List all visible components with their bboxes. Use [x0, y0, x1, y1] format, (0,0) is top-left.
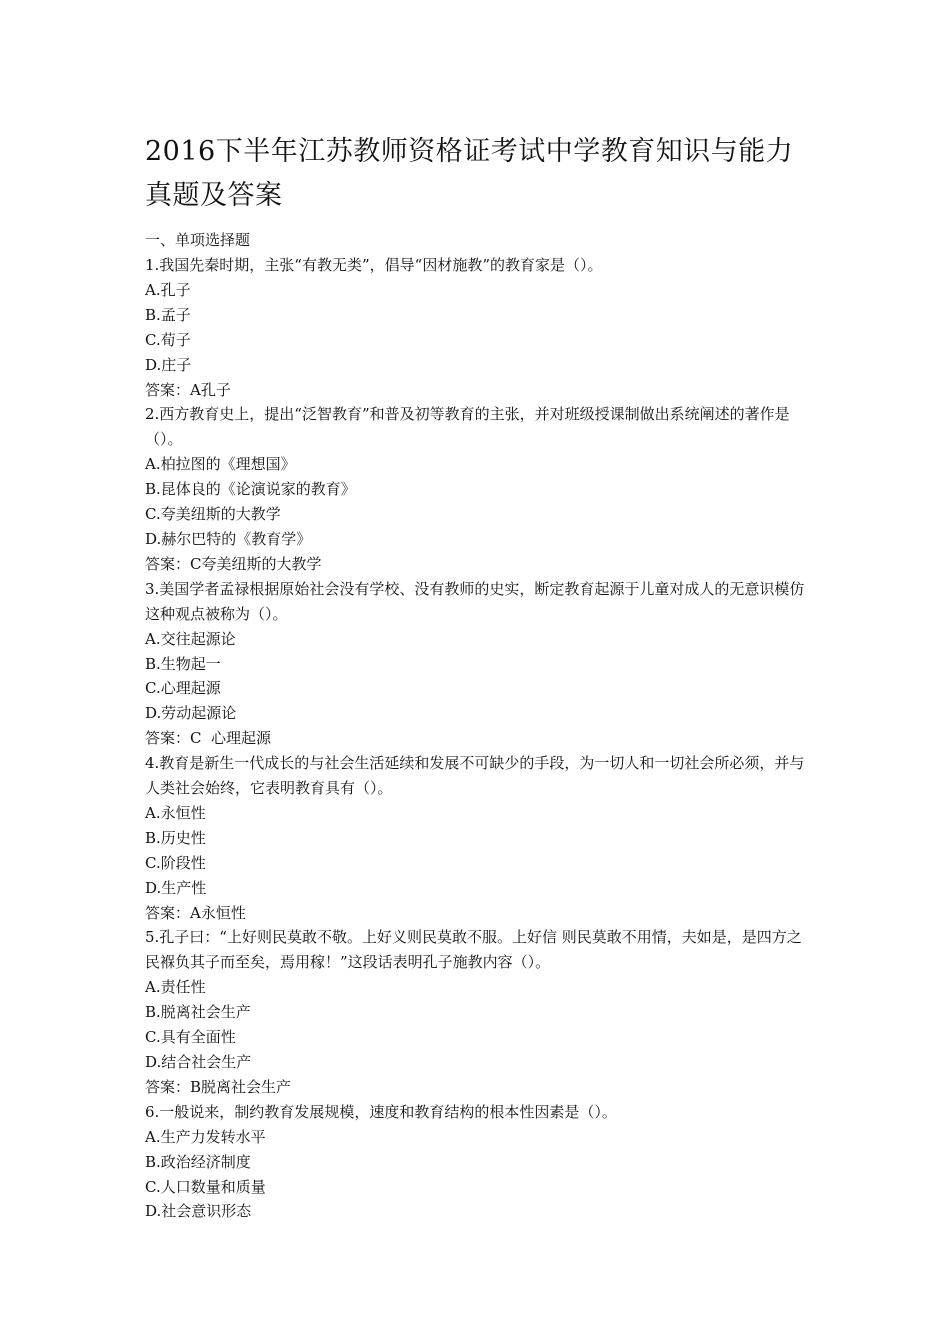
- option-d: D.社会意识形态: [145, 1202, 252, 1221]
- option-b: B.脱离社会生产: [145, 1003, 251, 1022]
- option-a: A.责任性: [145, 978, 206, 997]
- question-stem: 1.我国先秦时期，主张“有教无类”，倡导“因材施教”的教育家是（）。: [145, 256, 603, 274]
- question-5: [145, 925, 810, 1099]
- option-a: A.永恒性: [145, 803, 206, 822]
- option-d: D.庄子: [145, 355, 192, 374]
- option-b: B.昆体良的《论演说家的教育》: [145, 480, 356, 499]
- option-d: D.结合社会生产: [145, 1053, 252, 1071]
- answer-line: 答案：A孔子: [145, 380, 231, 399]
- option-c: C.阶段性: [145, 853, 206, 872]
- option-c: C.人口数量和质量: [145, 1177, 266, 1196]
- option-a: A.交往起源论: [145, 629, 236, 648]
- option-d: D.生产性: [145, 878, 207, 897]
- option-d: D.劳动起源论: [145, 704, 237, 723]
- option-c: C.夸美纽斯的大教学: [145, 505, 281, 524]
- option-b: B.孟子: [145, 305, 191, 324]
- document-page: [145, 130, 810, 1224]
- option-a: A.孔子: [145, 280, 191, 299]
- question-stem: 5.孔子曰：“上好则民莫敢不敬。上好义则民莫敢不服。上好信 则民莫敢不用情，夫如是，是四方之民褓负其子而至矣，焉用稼！”这段话表明孔子施教内容（）。: [145, 928, 802, 972]
- answer-line: 答案：C 心理起源: [145, 729, 272, 748]
- option-b: B.生物起一: [145, 654, 221, 673]
- question-stem: 4.教育是新生一代成长的与社会生活延续和发展不可缺少的手段，为一切人和一切社会所必须，并与人类社会始终，它表明教育具有（）。: [145, 754, 805, 798]
- question-2: [145, 402, 810, 576]
- question-stem: 2.西方教育史上，提出“泛智教育”和普及初等教育的主张，并对班级授课制做出系统阐述的著作是（）。: [145, 405, 790, 449]
- option-b: B.政治经济制度: [145, 1152, 251, 1171]
- section-heading: 一、单项选择题: [145, 231, 251, 249]
- document-title: 2016下半年江苏教师资格证考试中学教育知识与能力真题及答案: [145, 136, 794, 211]
- option-c: C.荀子: [145, 330, 191, 349]
- question-3: [145, 577, 810, 751]
- option-a: A.柏拉图的《理想国》: [145, 455, 296, 474]
- question-1: [145, 253, 810, 402]
- option-c: C.心理起源: [145, 679, 221, 698]
- question-6: [145, 1100, 810, 1225]
- option-d: D.赫尔巴特的《教育学》: [145, 529, 312, 548]
- answer-line: 答案：C夸美纽斯的大教学: [145, 554, 322, 573]
- option-c: C.具有全面性: [145, 1028, 236, 1047]
- option-a: A.生产力发转水平: [145, 1127, 266, 1146]
- question-4: [145, 751, 810, 925]
- question-stem: 6.一般说来，制约教育发展规模，速度和教育结构的根本性因素是（）。: [145, 1102, 617, 1121]
- answer-line: 答案：B脱离社会生产: [145, 1077, 292, 1096]
- option-b: B.历史性: [145, 828, 206, 847]
- answer-line: 答案：A永恒性: [145, 903, 246, 922]
- question-stem: 3.美国学者孟禄根据原始社会没有学校、没有教师的史实，断定教育起源于儿童对成人的无意识模仿这种观点被称为（）。: [145, 579, 805, 623]
